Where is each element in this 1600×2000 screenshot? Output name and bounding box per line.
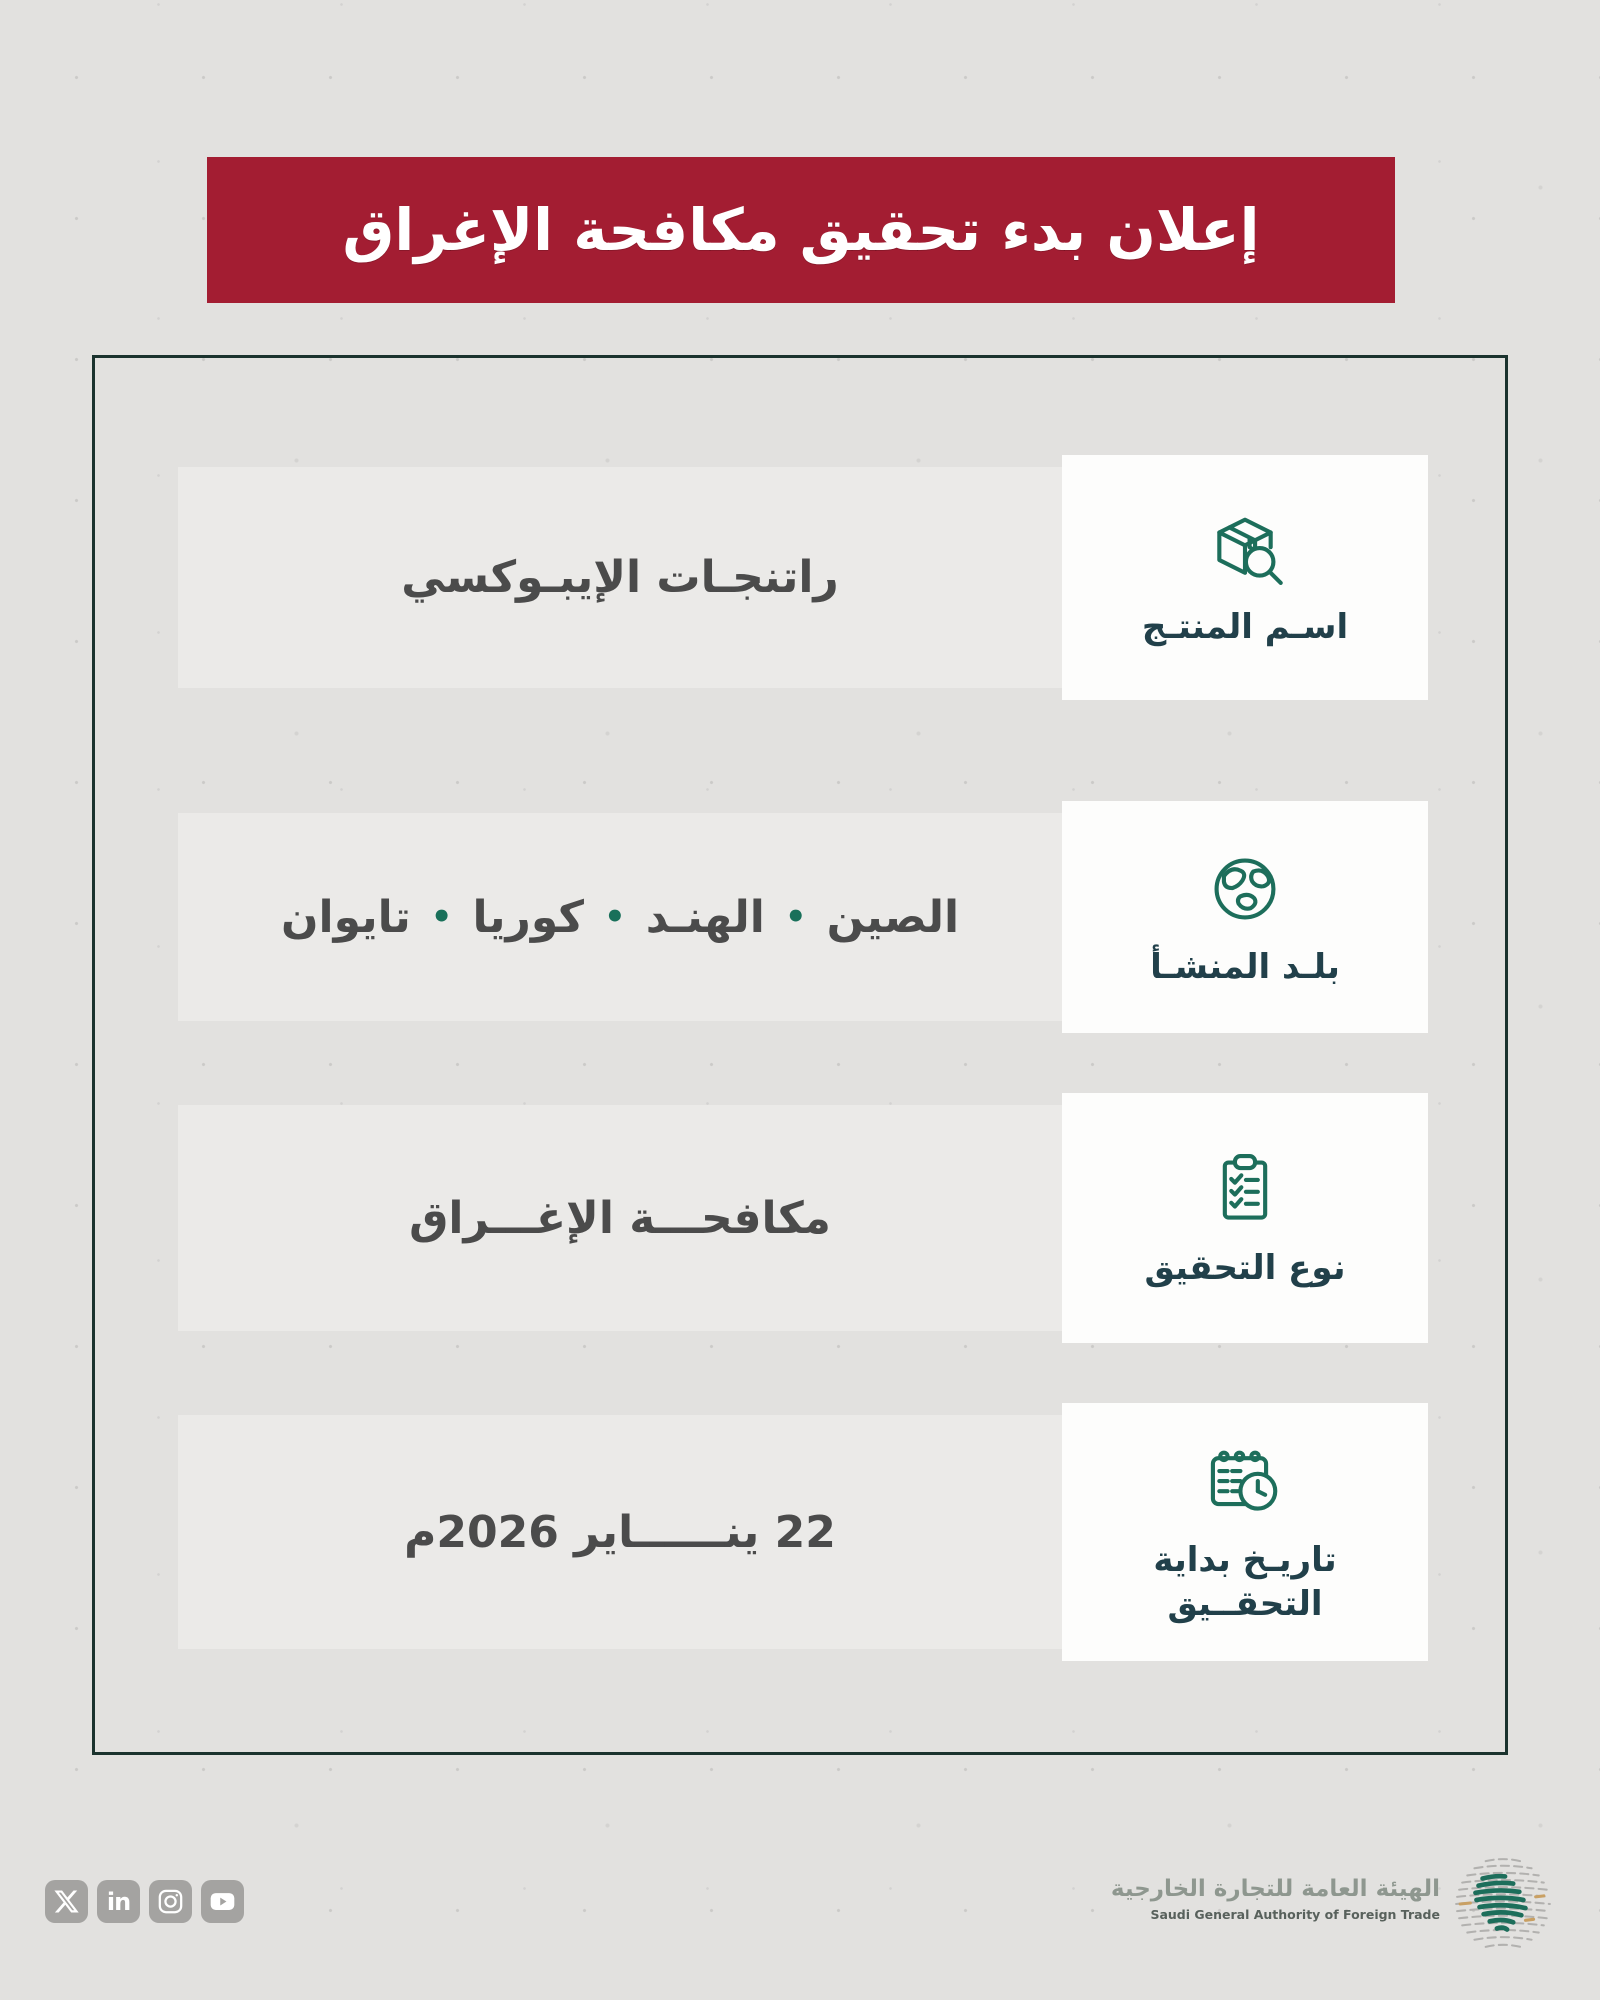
globe-icon	[1201, 845, 1289, 933]
row-investigation-type	[178, 1093, 1428, 1343]
country-origin-value-bar	[178, 813, 1062, 1021]
org-logo-text	[1111, 1876, 1440, 1922]
product-name-value-bar	[178, 467, 1062, 688]
x-icon[interactable]	[45, 1880, 88, 1923]
start-date-label: تاريـخ بداية التحقــيق	[1153, 1539, 1337, 1624]
poster-title: إعلان بدء تحقيق مكافحة الإغراق	[342, 196, 1260, 264]
country-value: كوريا	[472, 891, 585, 943]
linkedin-glyph: in	[106, 1887, 131, 1916]
row-start-date	[178, 1403, 1428, 1661]
product-name-card	[1062, 455, 1428, 700]
social-links	[45, 1880, 244, 1923]
instagram-glyph	[157, 1888, 184, 1915]
youtube-icon[interactable]	[201, 1880, 244, 1923]
start-date-card	[1062, 1403, 1428, 1661]
investigation-type-value: مكافحـــة الإغـــراق	[409, 1192, 831, 1244]
org-name-arabic: الهيئة العامة للتجارة الخارجية	[1110, 1876, 1440, 1902]
country-origin-label: بلـد المنشـأ	[1150, 946, 1340, 987]
bullet-separator: •	[430, 897, 453, 937]
clipboard-check-icon	[1201, 1146, 1289, 1234]
org-name-english: Saudi General Authority of Foreign Trade	[1150, 1906, 1440, 1922]
country-value: الصين	[826, 891, 960, 943]
row-product-name	[178, 455, 1428, 700]
start-date-value: 22 ينــــــاير 2026م	[404, 1506, 836, 1558]
bullet-separator: •	[604, 897, 626, 937]
org-emblem-icon	[1452, 1853, 1554, 1955]
bullet-separator: •	[784, 897, 807, 937]
country-origin-card	[1062, 801, 1428, 1033]
x-glyph	[53, 1888, 80, 1915]
content-box	[92, 355, 1508, 1755]
investigation-type-value-bar	[178, 1105, 1062, 1331]
instagram-icon[interactable]	[149, 1880, 192, 1923]
country-value: الهنـد	[645, 891, 765, 943]
row-country-origin	[178, 801, 1428, 1033]
country-value: تايوان	[280, 891, 411, 943]
product-name-label: اسـم المنتـج	[1141, 607, 1349, 648]
title-banner	[207, 157, 1395, 303]
calendar-clock-icon	[1201, 1438, 1289, 1526]
youtube-glyph	[209, 1888, 236, 1915]
investigation-type-card	[1062, 1093, 1428, 1343]
product-name-value: راتنجـات الإيبـوكسي	[401, 552, 839, 603]
investigation-type-label: نوع التحقيق	[1144, 1247, 1346, 1288]
start-date-value-bar	[178, 1415, 1062, 1649]
package-search-icon	[1201, 505, 1289, 593]
linkedin-icon[interactable]	[97, 1880, 140, 1923]
